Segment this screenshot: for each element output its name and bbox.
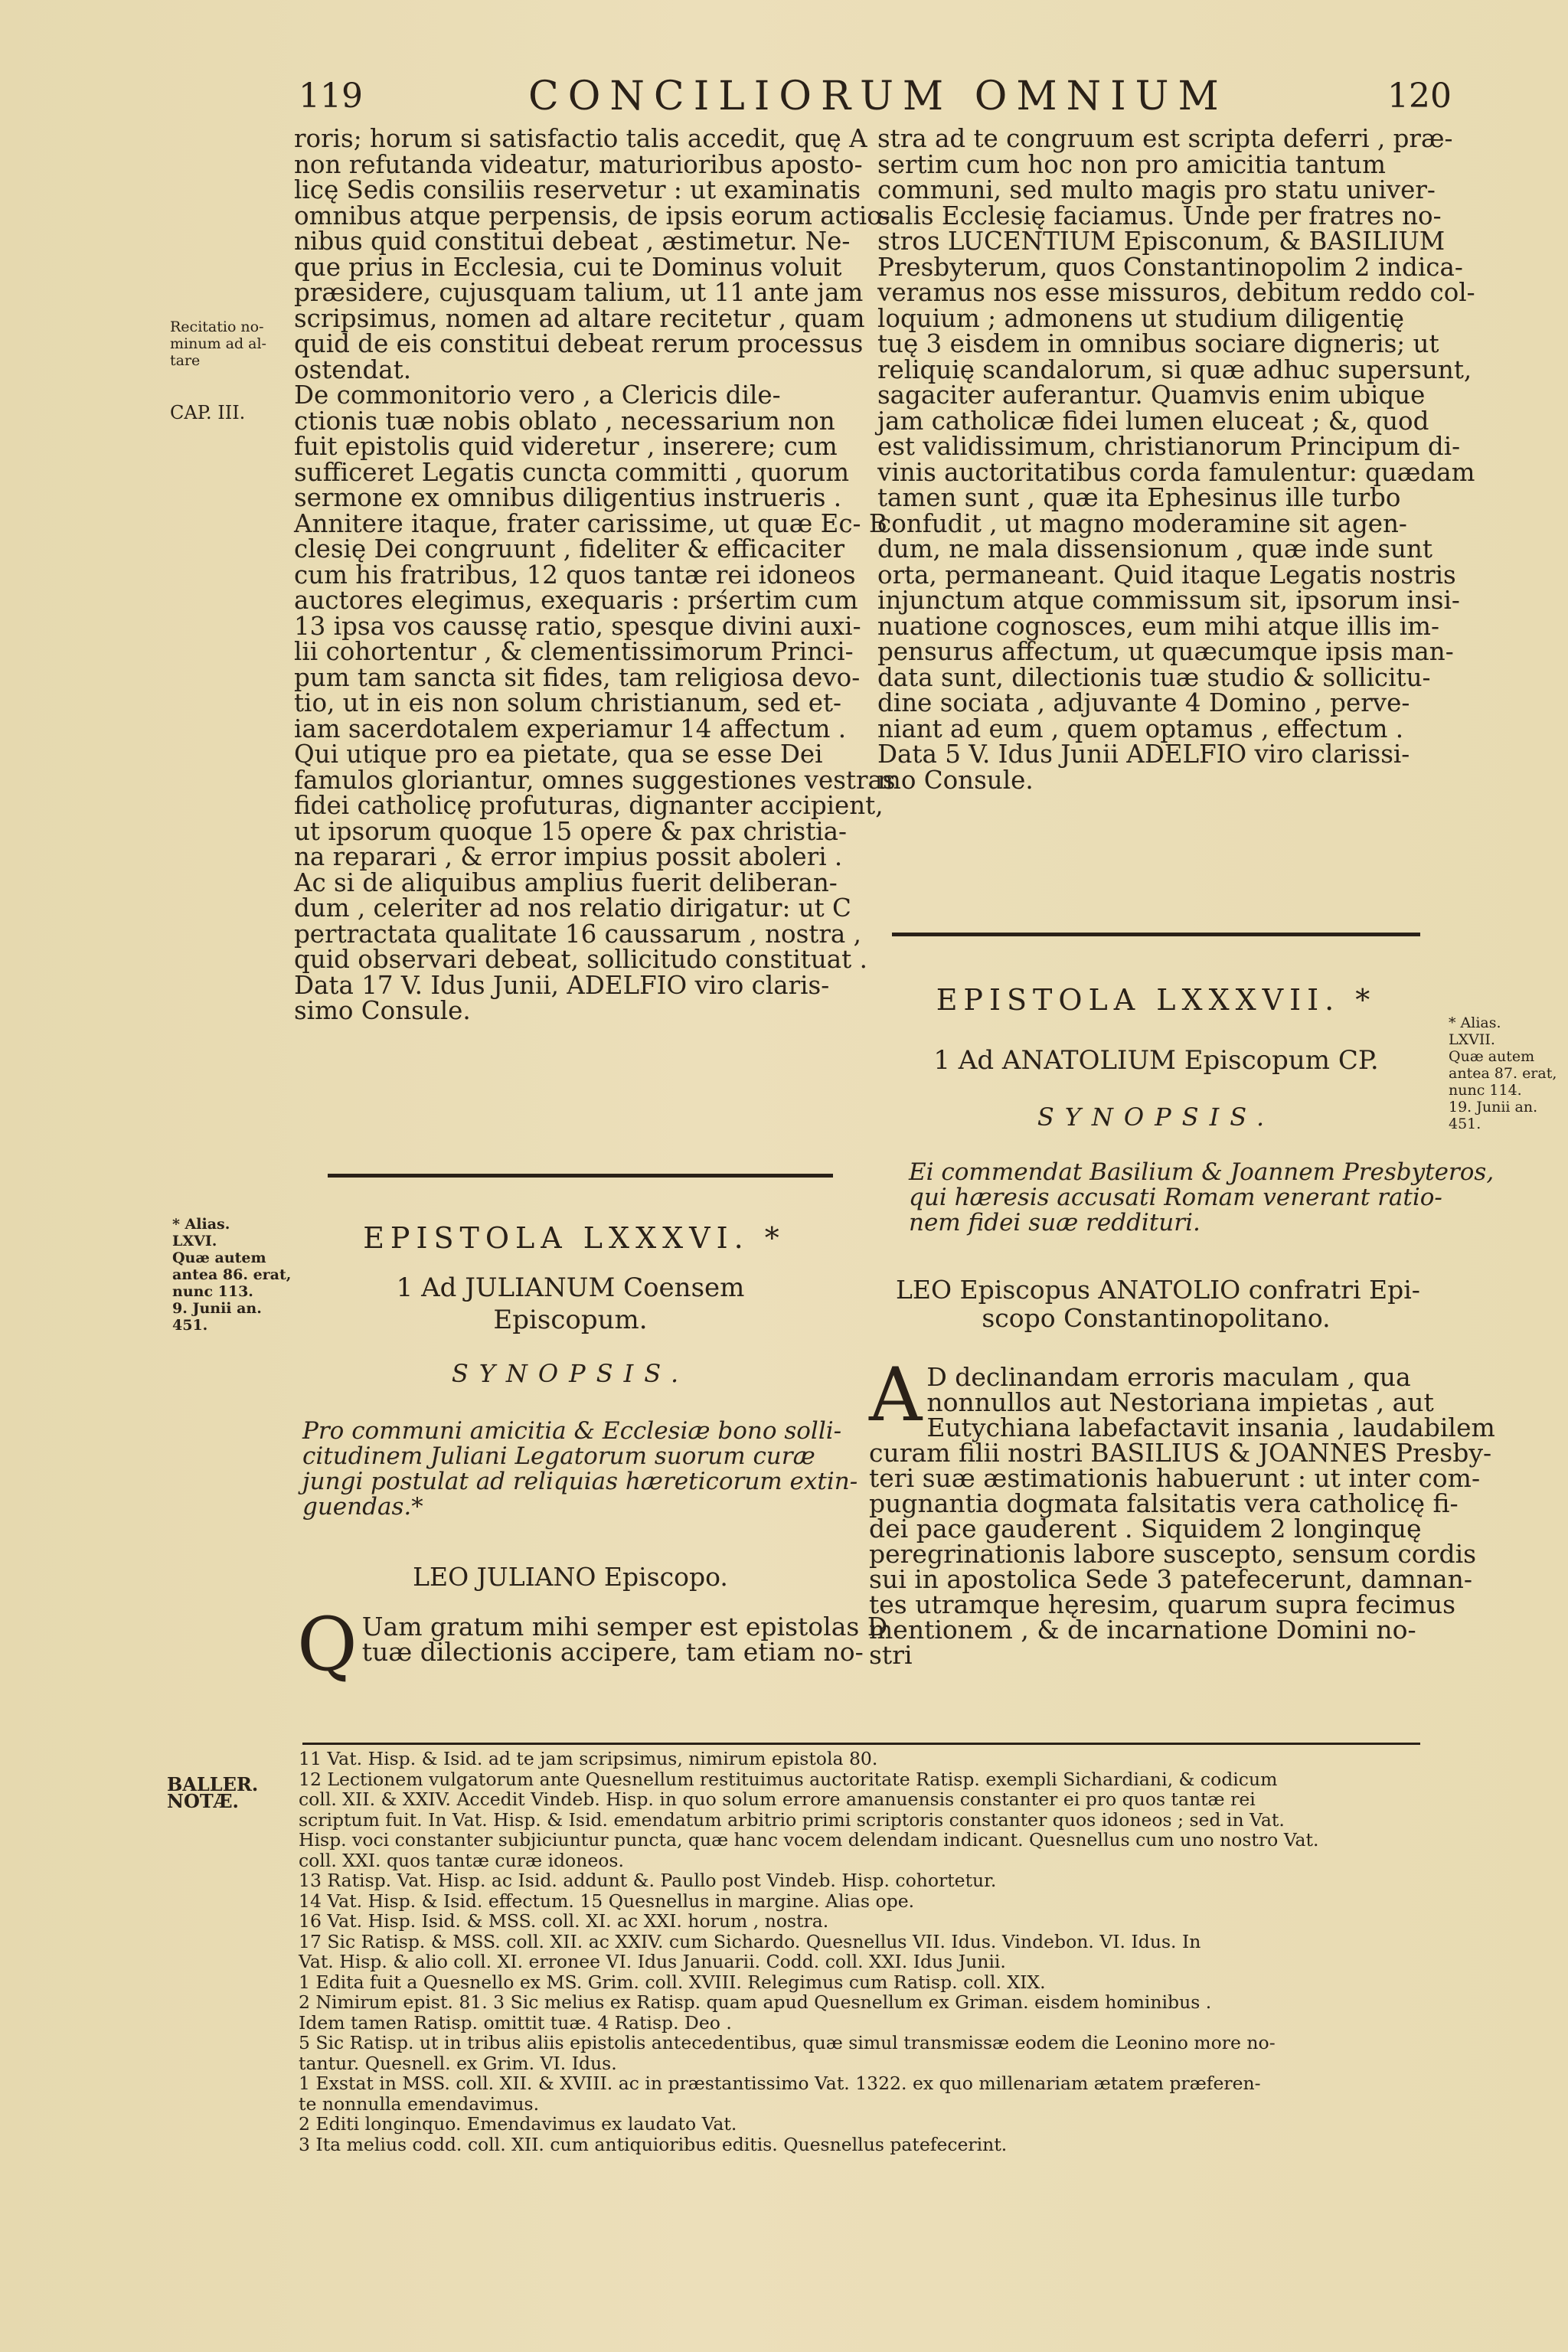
text-line: Data 17 V. Idus Junii, ADELFIO viro claris-: [294, 970, 830, 1000]
text-line: nibus quid constitui debeat , æstimetur. Ne-: [294, 227, 851, 256]
margin-line: tare: [170, 352, 201, 369]
text-line: curam filii nostri BASILIUS & JOANNES Presby-: [869, 1438, 1492, 1468]
margin-line: NOTÆ.: [167, 1790, 239, 1812]
margin-line: 9. Junii an.: [172, 1300, 262, 1317]
footnote-line: 3 Ita melius codd. coll. XII. cum antiquioribus editis. Quesnellus patefecerint.: [299, 2133, 1008, 2155]
footnote-line: tantur. Quesnell. ex Grim. VI. Idus.: [299, 2052, 617, 2074]
margin-line: BALLER.: [167, 1773, 259, 1795]
margin-note-recitatio: [170, 318, 266, 369]
text-line: tes utramque hęresim, quarum supra fecimus: [869, 1589, 1456, 1619]
synopsis-line: Pro communi amicitia & Ecclesiæ bono solli-: [302, 1417, 842, 1445]
text-line: nonnullos aut Nestoriana impietas , aut: [926, 1387, 1434, 1417]
text-line: mentionem , & de incarnatione Domini no-: [869, 1615, 1416, 1645]
text-line: est validissimum, christianorum Principum di-: [877, 432, 1461, 461]
footnote-line: scriptum fuit. In Vat. Hisp. & Isid. emendatum arbitrio primi scriptoris constanter quos idoneos ; sed in Vat.: [299, 1808, 1285, 1831]
text-line: Eutychiana labefactavit insania , laudabilem: [926, 1413, 1495, 1442]
text-line: stros LUCENTIUM Episconum, & BASILIUM: [877, 227, 1446, 256]
text-line: ctionis tuæ nobis oblato , necessarium non: [294, 406, 835, 436]
text-line: præsidere, cujusquam talium, ut 11 ante jam: [294, 278, 864, 307]
text-line: tio, ut in eis non solum christianum, sed et-: [294, 688, 842, 717]
footnotes: [299, 1749, 1318, 2154]
text-line: omnibus atque perpensis, de ipsis eorum actio-: [294, 201, 890, 230]
text-line: tuæ dilectionis accipere, tam etiam no-: [361, 1637, 864, 1667]
margin-alias-87: [1449, 1014, 1557, 1132]
text-line: na reparari , & error impius possit aboleri .: [294, 842, 843, 871]
text-line: Uam gratum mihi semper est epistolas D: [361, 1612, 888, 1642]
text-line: salis Ecclesię faciamus. Unde per fratres no-: [877, 201, 1442, 230]
text-line: confudit , ut magno moderamine sit agen-: [877, 508, 1407, 538]
text-line: tamen sunt , quæ ita Ephesinus ille turbo: [877, 483, 1401, 512]
footnote-line: Hisp. voci constanter subjiciuntur puncta, quæ hanc vocem delendam indicant. Quesnellus cum uno nostro Vat.: [299, 1829, 1319, 1851]
text-line: Qui utique pro ea pietate, qua se esse Dei: [294, 740, 823, 769]
text-line: pertractata qualitate 16 caussarum , nostra ,: [294, 919, 861, 949]
footnote-line: 11 Vat. Hisp. & Isid. ad te jam scripsimus, nimirum epistola 80.: [299, 1748, 878, 1769]
margin-line: 19. Junii an.: [1449, 1099, 1538, 1116]
synopsis-line: jungi postulat ad reliquias hæreticorum extin-: [302, 1468, 858, 1495]
text-line: injunctum atque commissum sit, ipsorum insi-: [877, 586, 1460, 615]
text-line: data sunt, dilectionis tuæ studio & sollicitu-: [877, 662, 1431, 692]
text-line: clesię Dei congruunt , fideliter & efficaciter: [294, 534, 845, 564]
footnote-line: Idem tamen Ratisp. omittit tuæ. 4 Ratisp. Deo .: [299, 2011, 732, 2034]
footnote-line: Vat. Hisp. & alio coll. XI. erronee VI. Idus Januarii. Codd. coll. XXI. Idus Junii.: [299, 1951, 1006, 1972]
text-line: scripsimus, nomen ad altare recitetur , quam: [294, 303, 865, 333]
text-line: ostendat.: [294, 354, 412, 384]
text-line: fuit epistolis quid videretur , inserere; cum: [294, 432, 838, 461]
text-line: pum tam sancta sit fides, tam religiosa devo-: [294, 662, 861, 692]
text-line: vinis auctoritatibus corda famulentur: quædam: [877, 457, 1475, 487]
margin-line: LXVII.: [1449, 1031, 1495, 1048]
margin-line: nunc 113.: [172, 1283, 253, 1300]
text-line: dei pace gauderent . Siquidem 2 longinquę: [869, 1514, 1422, 1544]
text-line: sertim cum hoc non pro amicitia tantum: [877, 149, 1386, 179]
epistola-86-synopsis-label: SYNOPSIS.: [451, 1359, 690, 1388]
epistola-87-address: 1 Ad ANATOLIUM Episcopum CP.: [933, 1045, 1379, 1076]
margin-line: 451.: [172, 1317, 208, 1334]
text-line: reliquię scandalorum, si quæ adhuc supersunt,: [877, 354, 1472, 384]
footnote-line: coll. XII. & XXIV. Accedit Vindeb. Hisp. in quo solum errore amanuensis constanter ei pro quos tantæ rei: [299, 1788, 1256, 1810]
text-line: sufficeret Legatis cuncta committi , quorum: [294, 457, 850, 487]
right-column-text: [877, 124, 1475, 795]
footnote-line: 1 Exstat in MSS. coll. XII. & XVIII. ac in præstantissimo Vat. 1322. ex quo millenariam ætatem præferen-: [299, 2073, 1261, 2094]
footnote-line: 14 Vat. Hisp. & Isid. effectum. 15 Quesnellus in margine. Alias ope.: [299, 1890, 915, 1912]
margin-line: * Alias.: [172, 1216, 230, 1233]
epistola-86-synopsis: [302, 1419, 858, 1520]
text-line: dum , celeriter ad nos relatio dirigatur: ut C: [294, 893, 851, 923]
running-title: CONCILIORUM OMNIUM: [528, 74, 1228, 119]
epistola-86-title: EPISTOLA LXXXVI. *: [363, 1221, 786, 1255]
text-line: 13 ipsa vos caussę ratio, spesque divini auxi-: [294, 611, 861, 641]
epistola-86-salutation: LEO JULIANO Episcopo.: [413, 1562, 728, 1592]
text-line: peregrinationis labore suscepto, sensum cordis: [869, 1539, 1477, 1569]
text-line: sermone ex omnibus diligentius instrueris .: [294, 483, 842, 512]
text-line: mo Consule.: [877, 765, 1034, 795]
text-line: quid de eis constitui debeat rerum processus: [294, 329, 864, 358]
text-line: De commonitorio vero , a Clericis dile-: [294, 381, 781, 410]
synopsis-line: qui hæresis accusati Romam venerant ratio-: [909, 1184, 1442, 1211]
text-line: orta, permaneant. Quid itaque Legatis nostris: [877, 560, 1456, 590]
text-line: D declinandam erroris maculam , qua: [926, 1362, 1411, 1392]
text-line: Annitere itaque, frater carissime, ut quæ Ec- B: [294, 508, 887, 538]
separator-right: [892, 933, 1420, 936]
margin-line: antea 87. erat,: [1449, 1065, 1557, 1082]
text-line: cum his fratribus, 12 quos tantæ rei idoneos: [294, 560, 856, 590]
left-column-text: [294, 124, 896, 1025]
text-line: lii cohortentur , & clementissimorum Princi-: [294, 637, 854, 666]
margin-line: antea 86. erat,: [172, 1266, 292, 1283]
text-line: iam sacerdotalem experiamur 14 affectum .: [294, 714, 847, 743]
margin-line: Quæ autem: [1449, 1048, 1535, 1065]
page-number-right: 120: [1387, 77, 1452, 116]
epistola-87-salutation: LEO Episcopus ANATOLIO confratri Epi-: [896, 1275, 1420, 1305]
margin-line: Recitatio no-: [170, 318, 264, 335]
text-line: famulos gloriantur, omnes suggestiones vestras: [294, 765, 896, 795]
margin-baller-notae: [167, 1773, 259, 1812]
epistola-87-title: EPISTOLA LXXXVII. *: [936, 983, 1377, 1017]
notes-separator: [302, 1743, 1420, 1745]
footnote-line: 5 Sic Ratisp. ut in tribus aliis epistolis antecedentibus, quæ simul transmissæ eodem die Leonino more no-: [299, 2032, 1276, 2053]
text-line: sui in apostolica Sede 3 patefecerunt, damnan-: [869, 1564, 1473, 1594]
text-line: communi, sed multo magis pro statu univer-: [877, 175, 1436, 204]
text-line: sagaciter auferantur. Quamvis enim ubique: [877, 381, 1426, 410]
synopsis-line: citudinem Juliani Legatorum suorum curæ: [302, 1442, 815, 1470]
text-line: nuatione cognosces, eum mihi atque illis im-: [877, 611, 1439, 641]
margin-alias-86: [172, 1216, 291, 1334]
synopsis-line: nem fidei suæ reddituri.: [909, 1209, 1200, 1236]
text-line: pensurus affectum, ut quæcumque ipsis man-: [877, 637, 1454, 666]
margin-line: minum ad al-: [170, 335, 266, 352]
footnote-line: 16 Vat. Hisp. Isid. & MSS. coll. XI. ac XXI. horum , nostra.: [299, 1910, 829, 1932]
text-line: veramus nos esse missuros, debitum reddo col-: [877, 278, 1475, 307]
dropcap-a: A: [869, 1352, 923, 1438]
margin-line: nunc 114.: [1449, 1082, 1522, 1099]
text-line: Data 5 V. Idus Junii ADELFIO viro clarissi-: [877, 740, 1410, 769]
footnote-line: coll. XXI. quos tantæ curæ idoneos.: [299, 1849, 624, 1871]
margin-line: LXVI.: [172, 1233, 217, 1250]
footnote-line: 2 Editi longinquo. Emendavimus ex laudato Vat.: [299, 2113, 737, 2135]
footnote-line: 1 Edita fuit a Quesnello ex MS. Grim. coll. XVIII. Relegimus cum Ratisp. coll. XIX.: [299, 1971, 1046, 1993]
epistola-86-text: [297, 1602, 888, 1687]
text-line: Ac si de aliquibus amplius fuerit deliberan-: [294, 867, 838, 897]
text-line: roris; horum si satisfactio talis accedit, quę A: [294, 124, 867, 153]
text-line: dum, ne mala dissensionum , quæ inde sunt: [877, 534, 1432, 564]
epistola-86-address-2: Episcopum.: [493, 1305, 648, 1335]
text-line: auctores elegimus, exequaris : prśertim cum: [294, 586, 858, 615]
margin-chapter: CAP. III.: [170, 402, 246, 423]
page-number-left: 119: [299, 77, 363, 116]
epistola-87-text: [869, 1352, 1495, 1670]
text-line: niant ad eum , quem optamus , effectum .: [877, 714, 1404, 743]
footnote-line: 2 Nimirum epist. 81. 3 Sic melius ex Ratisp. quam apud Quesnellum ex Griman. eisdem hominibus .: [299, 1991, 1212, 2013]
text-line: que prius in Ecclesia, cui te Dominus voluit: [294, 252, 842, 282]
margin-line: Quæ autem: [172, 1250, 266, 1266]
text-line: licę Sedis consiliis reservetur : ut examinatis: [294, 175, 861, 204]
epistola-86-address: 1 Ad JULIANUM Coensem: [396, 1272, 745, 1303]
epistola-87-salutation-2: scopo Constantinopolitano.: [982, 1303, 1331, 1333]
text-line: quid observari debeat, sollicitudo constituat .: [294, 945, 867, 974]
footnote-line: te nonnulla emendavimus.: [299, 2092, 540, 2115]
synopsis-line: guendas.*: [302, 1493, 423, 1521]
margin-line: 451.: [1449, 1116, 1481, 1132]
margin-line: * Alias.: [1449, 1014, 1501, 1031]
text-line: simo Consule.: [294, 996, 471, 1025]
text-line: stra ad te congruum est scripta deferri , præ-: [877, 124, 1453, 153]
footnote-line: 12 Lectionem vulgatorum ante Quesnellum restituimus auctoritate Ratisp. exempli Sichardiani, & codicum: [299, 1768, 1278, 1790]
footnote-line: 13 Ratisp. Vat. Hisp. ac Isid. addunt &. Paullo post Vindeb. Hisp. cohortetur.: [299, 1870, 997, 1891]
synopsis-line: Ei commendat Basilium & Joannem Presbyteros,: [909, 1158, 1494, 1186]
epistola-87-synopsis: [909, 1160, 1494, 1236]
text-line: ut ipsorum quoque 15 opere & pax christia-: [294, 816, 848, 846]
text-line: teri suæ æstimationis habuerunt : ut inter com-: [869, 1463, 1481, 1493]
text-line: non refutanda videatur, maturioribus aposto-: [294, 149, 863, 179]
footnote-line: 17 Sic Ratisp. & MSS. coll. XII. ac XXIV. cum Sichardo. Quesnellus VII. Idus. Vindebon. VI. Idus. In: [299, 1930, 1201, 1952]
text-line: stri: [869, 1640, 913, 1670]
text-line: dine sociata , adjuvante 4 Domino , perve-: [877, 688, 1410, 717]
text-line: fidei catholicę profuturas, dignanter accipient,: [294, 791, 884, 820]
dropcap-q: Q: [297, 1602, 358, 1687]
text-line: Presbyterum, quos Constantinopolim 2 indica-: [877, 252, 1463, 282]
text-line: tuę 3 eisdem in omnibus sociare digneris; ut: [877, 329, 1439, 358]
epistola-87-synopsis-label: SYNOPSIS.: [1037, 1102, 1276, 1132]
text-line: jam catholicæ fidei lumen eluceat ; &, quod: [877, 406, 1429, 436]
text-line: loquium ; admonens ut studium diligentię: [877, 303, 1405, 333]
separator-left: [328, 1174, 833, 1178]
text-line: pugnantia dogmata falsitatis vera catholicę fi-: [869, 1488, 1459, 1518]
